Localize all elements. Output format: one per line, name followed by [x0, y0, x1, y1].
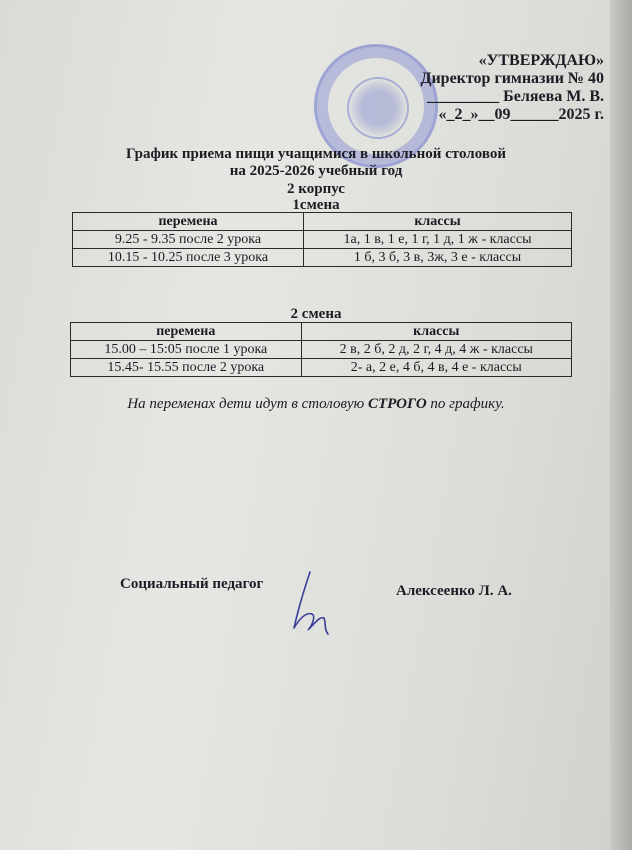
shift1-caption: 1смена — [292, 197, 340, 213]
schedule-note — [0, 396, 632, 413]
page-edge-shadow — [610, 0, 632, 850]
column-header-classes: классы — [303, 213, 571, 231]
column-header-break: перемена — [73, 213, 304, 231]
table-row — [71, 359, 572, 377]
classes-cell: 1а, 1 в, 1 е, 1 г, 1 д, 1 ж - классы — [303, 231, 571, 249]
signer-name: Алексеенко Л. А. — [396, 583, 512, 599]
column-header-break: перемена — [71, 323, 302, 341]
break-time-cell: 9.25 - 9.35 после 2 урока — [73, 231, 304, 249]
approval-signature-line: _________ Беляева М. В. — [427, 88, 604, 105]
table-row — [73, 231, 572, 249]
classes-cell: 1 б, 3 б, 3 в, 3ж, 3 е - классы — [303, 249, 571, 267]
document-subtitle: на 2025-2026 учебный год — [229, 163, 403, 179]
approval-date: «_2_»__09______2025 г. — [438, 106, 604, 123]
classes-cell: 2- а, 2 е, 4 б, 4 в, 4 е - классы — [301, 359, 571, 377]
signer-role: Социальный педагог — [120, 576, 264, 592]
note-emphasis: СТРОГО — [368, 396, 427, 412]
break-time-cell: 10.15 - 10.25 после 3 урока — [73, 249, 304, 267]
handwritten-signature — [290, 570, 338, 640]
approval-director: Директор гимназии № 40 — [420, 70, 604, 87]
table-header-row — [71, 323, 572, 341]
note-text-end: по графику. — [426, 396, 505, 412]
shift2-caption: 2 смена — [290, 306, 342, 322]
building-label: 2 корпус — [287, 181, 345, 197]
shift1-table — [72, 212, 572, 267]
table-row — [73, 249, 572, 267]
approval-block — [420, 52, 604, 124]
table-header-row — [73, 213, 572, 231]
break-time-cell: 15.00 – 15:05 после 1 урока — [71, 341, 302, 359]
document-title: График приема пищи учащимися в школьной столовой — [126, 146, 506, 162]
table-row — [71, 341, 572, 359]
approval-heading: «УТВЕРЖДАЮ» — [478, 52, 604, 69]
column-header-classes: классы — [301, 323, 571, 341]
classes-cell: 2 в, 2 б, 2 д, 2 г, 4 д, 4 ж - классы — [301, 341, 571, 359]
shift2-table — [70, 322, 572, 377]
note-text: На переменах дети идут в столовую — [127, 396, 368, 412]
break-time-cell: 15.45- 15.55 после 2 урока — [71, 359, 302, 377]
